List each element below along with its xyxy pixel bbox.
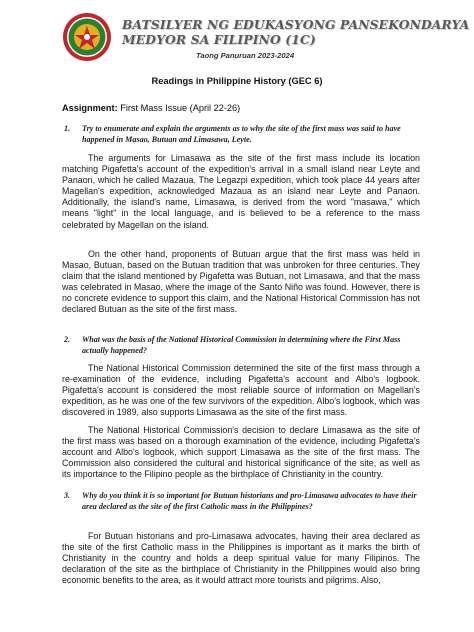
answer-paragraph-5: For Butuan historians and pro-Limasawa advocates, having their area declared as the site of the first Catholic mass in the Philippines is important as it marks the birth of Christianity in the country and holds a deep spiritual value for many Filipinos. The declaration of the site as the birthplace of Christianity in the Philippines would also bring economic benefits to the area, as it would attract more tourists and pilgrims. Also, [62,531,420,586]
school-year: Taong Panuruan 2023-2024 [196,51,295,60]
question-text: Try to enumerate and explain the arguments as to why the site of the first mass was said to have happened in Masao, Butuan and Limasawa, Leyte. [82,124,401,144]
answer-paragraph-3: The National Historical Commission determined the site of the first mass through a re-examination of the evidence, including Pigafetta's account and Albo's logbook. Pigafetta's account is considered the most reliable source of information on Magellan's expedition, as he was one of the few survivors of the expedition. Albo's logbook, which was discovered in 1989, also supports Limasawa as the site of the first mass. [62,363,420,418]
school-program-title: BATSILYER NG EDUKASYONG PANSEKONDARYA [122,17,470,32]
school-seal-icon [62,12,112,62]
question-3 [62,491,417,512]
answer-paragraph-1: The arguments for Limasawa as the site of the first mass include its location matching Pigafetta's account of the expedition's arrival in a small island near Leyte and Panaon, which he called Mazaua. The Legazpi expedition, which took place 44 years after Magellan's expedition, acknowledged Mazaua as an island near Leyte and Panaon. Additionally, the island's name, Limasawa, is derived from the word "masawa," which means "light" in the local language, and is believed to be a reference to the mass celebrated by Magellan on the island. [62,153,420,230]
assignment-text: First Mass Issue (April 22-26) [120,103,241,113]
question-2 [62,335,417,356]
question-1 [62,124,417,145]
assignment-line [62,103,240,113]
question-number: 3. [64,491,71,500]
school-major-title: MEDYOR SA FILIPINO (1C) [122,32,316,47]
answer-paragraph-4: The National Historical Commission's decision to declare Limasawa as the site of the first mass was based on a thorough examination of the evidence, including Pigafetta's account and Albo's logbook, which support Limasawa as the site of the first mass. The Commission also considered the cultural and historical significance of the site, as well as its importance to the Filipino people as the birthplace of Christianity in the country. [62,425,420,480]
question-text: What was the basis of the National Historical Commission in determining where the First Mass actually happened? [82,335,401,355]
answer-paragraph-2: On the other hand, proponents of Butuan argue that the first mass was held in Masao, Butuan, based on the Butuan tradition that was unbroken for three centuries. They claim that the island mentioned by Pigafetta was Butuan, not Limasawa, and that the mass was celebrated in Masao, where the image of the Santo Niño was found. However, there is no concrete evidence to support this claim, and the National Historical Commission has not declared Butuan as the site of the first mass. [62,249,420,315]
assignment-label: Assignment: [62,103,118,113]
question-number: 2. [64,335,71,344]
question-text: Why do you think it is so important for Butuan historians and pro-Limasawa advocates to have their area declared as the site of the first Catholic mass in the Philippines? [82,491,417,511]
question-number: 1. [64,124,71,133]
course-title: Readings in Philippine History (GEC 6) [151,76,323,86]
